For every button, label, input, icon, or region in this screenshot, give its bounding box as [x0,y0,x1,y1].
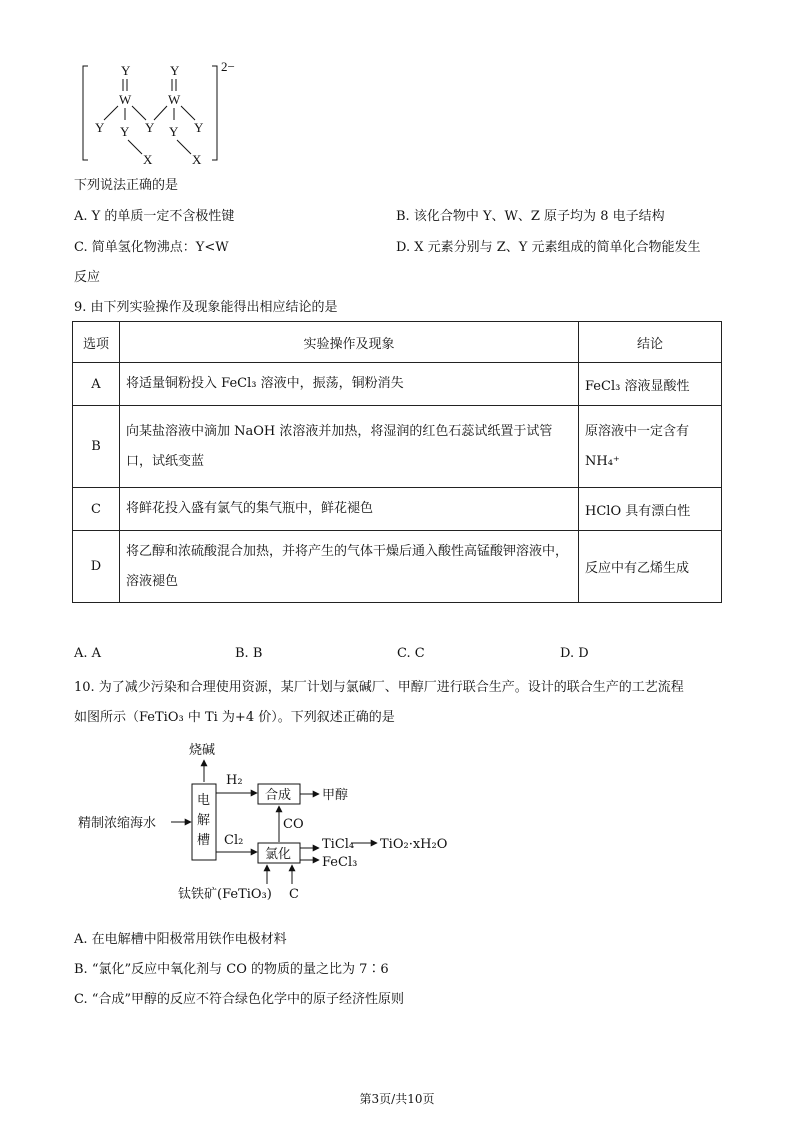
q9-answer-d: D. D [560,646,589,661]
table-row [73,406,722,488]
row-conclusion: HClO 具有漂白性 [579,488,722,531]
atom-y: Y [169,124,179,139]
label-ilmenite: 钛铁矿(FeTiO₃) [178,887,272,902]
chemical-structure-diagram [74,58,244,173]
experiment-table [72,321,722,603]
process-flow-diagram [74,738,474,908]
atom-y: Y [170,63,180,78]
atom-x: X [143,152,153,167]
cell-char: 解 [197,813,211,828]
label-h2: H₂ [226,773,243,788]
label-methanol: 甲醇 [322,788,349,803]
atom-x: X [192,152,202,167]
q10-stem-line2: 如图所示（FeTiO₃ 中 Ti 为+4 价）。下列叙述正确的是 [74,710,395,725]
table-row [73,531,722,603]
q8-option-d-continued: 反应 [74,270,101,285]
label-cl2: Cl₂ [224,833,244,848]
label-co: CO [283,817,304,832]
row-phenomenon: 将鲜花投入盛有氯气的集气瓶中，鲜花褪色 [120,488,579,531]
row-option: A [73,363,120,406]
label-carbon: C [289,887,299,902]
label-tio2: TiO₂·xH₂O [380,837,448,852]
q10-option-b: B. “氯化”反应中氧化剂与 CO 的物质的量之比为 7∶6 [74,962,389,977]
q10-option-c: C. “合成”甲醇的反应不符合绿色化学中的原子经济性原则 [74,992,405,1007]
atom-y: Y [194,120,204,135]
cell-char: 电 [197,793,211,808]
q10-stem-line1: 10. 为了减少污染和合理使用资源，某厂计划与氯碱厂、甲醇厂进行联合生产。设计的联合生产的工艺流程 [74,680,684,695]
row-conclusion: 原溶液中一定含有 NH₄⁺ [579,406,722,488]
label-caustic-soda: 烧碱 [189,743,216,758]
atom-w: W [168,92,181,107]
q8-option-c: C. 简单氢化物沸点：Y<W [74,240,229,255]
row-phenomenon: 向某盐溶液中滴加 NaOH 浓溶液并加热，将湿润的红色石蕊试纸置于试管口，试纸变蓝 [120,406,579,488]
label-chlorination: 氯化 [265,847,292,862]
row-phenomenon: 将乙醇和浓硫酸混合加热，并将产生的气体干燥后通入酸性高锰酸钾溶液中，溶液褪色 [120,531,579,603]
atom-y: Y [120,124,130,139]
row-phenomenon: 将适量铜粉投入 FeCl₃ 溶液中，振荡，铜粉消失 [120,363,579,406]
table-row [73,363,722,406]
page-footer: 第3页/共10页 [359,1092,435,1106]
table-header-row [73,322,722,363]
label-fecl3: FeCl₃ [322,855,358,870]
atom-y: Y [145,120,155,135]
label-brine: 精制浓缩海水 [78,816,157,831]
row-conclusion: 反应中有乙烯生成 [579,531,722,603]
row-option: B [73,406,120,488]
row-option: D [73,531,120,603]
table-row [73,488,722,531]
header-phenomenon: 实验操作及现象 [120,322,579,363]
cell-char: 槽 [197,833,211,848]
label-synthesis: 合成 [265,788,292,803]
charge-label: 2− [221,59,235,74]
q8-stem: 下列说法正确的是 [74,178,179,193]
q8-option-b: B. 该化合物中 Y、W、Z 原子均为 8 电子结构 [396,209,665,224]
atom-w: W [119,92,132,107]
row-option: C [73,488,120,531]
q8-option-d: D. X 元素分别与 Z、Y 元素组成的简单化合物能发生 [396,240,701,255]
q9-answer-b: B. B [235,646,263,661]
q8-option-a: A. Y 的单质一定不含极性键 [74,209,235,224]
atom-y: Y [95,120,105,135]
q9-answer-c: C. C [397,646,425,661]
header-conclusion: 结论 [579,322,722,363]
label-ticl4: TiCl₄ [322,837,355,852]
q10-option-a: A. 在电解槽中阳极常用铁作电极材料 [74,932,287,947]
q9-answer-a: A. A [74,646,102,661]
q9-stem: 9. 由下列实验操作及现象能得出相应结论的是 [74,300,338,315]
row-conclusion: FeCl₃ 溶液显酸性 [579,363,722,406]
header-option: 选项 [73,322,120,363]
atom-y: Y [121,63,131,78]
